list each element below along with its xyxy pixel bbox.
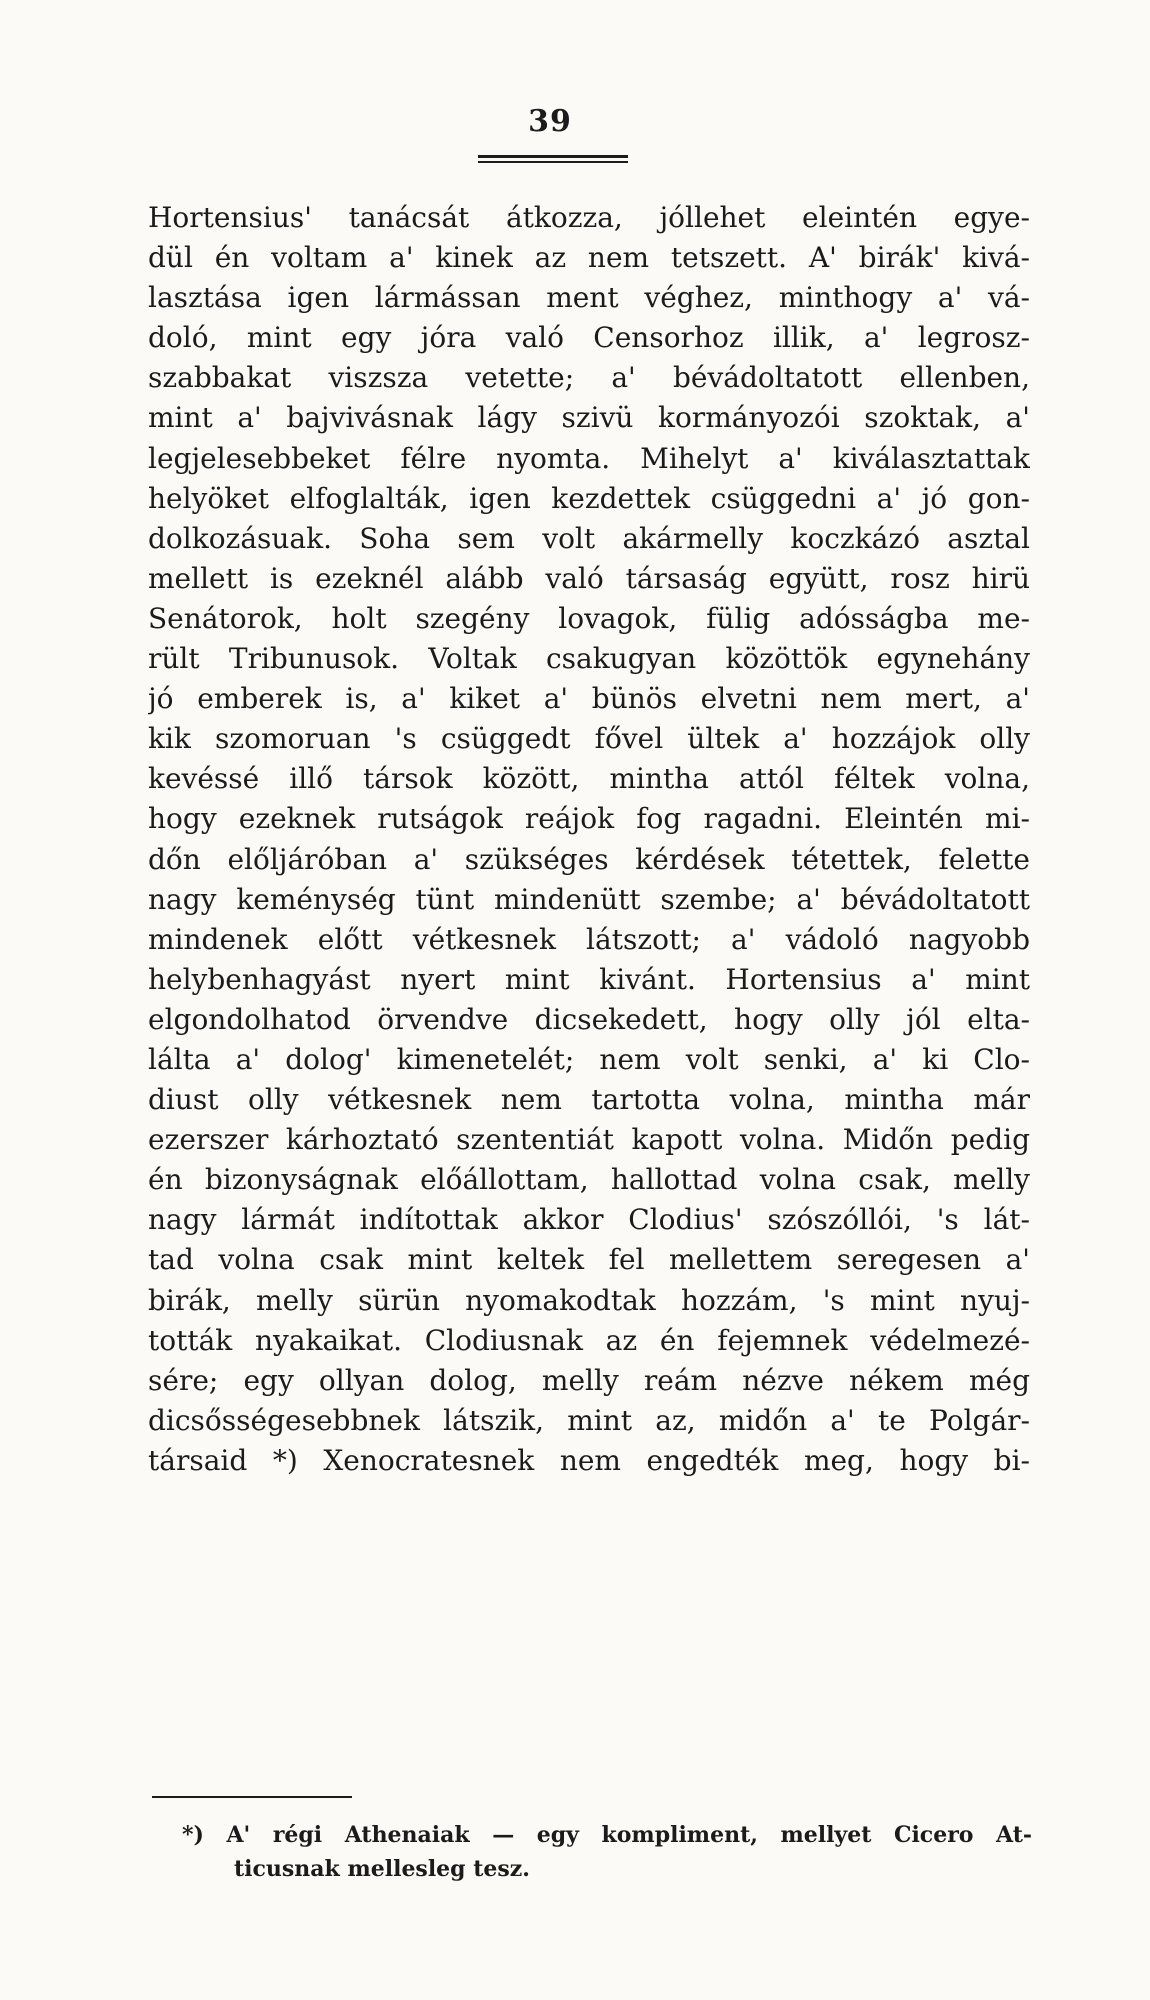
text-line: diust olly vétkesnek nem tartotta volna, mintha már: [148, 1083, 1030, 1117]
text-line: lálta a' dolog' kimenetelét; nem volt senki, a' ki Clo-: [148, 1042, 1030, 1076]
header-rule: [478, 161, 628, 163]
text-line: társaid *) Xenocratesnek nem engedték meg, hogy bi-: [148, 1443, 1030, 1477]
page-number: 39: [528, 104, 572, 139]
text-line: helyöket elfoglalták, igen kezdettek csüggedni a' jó gon-: [148, 481, 1030, 515]
text-line: lasztása igen lármássan ment véghez, minthogy a' vá-: [148, 281, 1030, 315]
text-line: nagy lármát indítottak akkor Clodius' szószóllói, 's lát-: [148, 1203, 1030, 1237]
body-text: [148, 198, 1030, 1481]
text-line: tad volna csak mint keltek fel mellettem seregesen a': [148, 1243, 1030, 1277]
text-line: kevéssé illő társok között, mintha attól féltek volna,: [148, 762, 1030, 796]
text-line: birák, melly sürün nyomakodtak hozzám, 's mint nyuj-: [148, 1283, 1030, 1317]
footnote-line: *) A' régi Athenaiak — egy kompliment, mellyet Cicero At-: [182, 1822, 1032, 1848]
header-rule: [478, 155, 628, 158]
footnote: [182, 1818, 1032, 1886]
footnote-line: ticusnak mellesleg tesz.: [234, 1856, 530, 1882]
text-line: Hortensius' tanácsát átkozza, jóllehet eleintén egye-: [148, 201, 1030, 234]
text-line: helybenhagyást nyert mint kivánt. Hortensius a' mint: [148, 962, 1030, 996]
text-line: sére; egy ollyan dolog, melly reám nézve nékem még: [148, 1363, 1030, 1397]
footnote-rule: [152, 1796, 352, 1798]
text-line: rült Tribunusok. Voltak csakugyan közöttök egynehány: [148, 642, 1030, 676]
text-line: mint a' bajvivásnak lágy szivü kormányozói szoktak, a': [148, 401, 1030, 435]
text-line: mellett is ezeknél alább való társaság együtt, rosz hirü: [148, 561, 1030, 595]
text-line: tották nyakaikat. Clodiusnak az én fejemnek védelmezé-: [148, 1323, 1030, 1357]
text-line: dőn előljáróban a' szükséges kérdések tétettek, felette: [148, 842, 1030, 876]
text-line: legjelesebbeket félre nyomta. Mihelyt a' kiválasztattak: [148, 441, 1030, 475]
text-line: elgondolhatod örvendve dicsekedett, hogy olly jól elta-: [148, 1002, 1030, 1036]
text-line: szabbakat viszsza vetette; a' bévádoltatott ellenben,: [148, 361, 1030, 395]
text-line: dicsősségesebbnek látszik, mint az, midőn a' te Polgár-: [148, 1403, 1030, 1437]
text-line: dül én voltam a' kinek az nem tetszett. A' birák' kivá-: [148, 241, 1030, 275]
text-line: hogy ezeknek rutságok reájok fog ragadni. Eleintén mi-: [148, 802, 1030, 836]
text-line: doló, mint egy jóra való Censorhoz illik, a' legrosz-: [148, 321, 1030, 355]
text-line: jó emberek is, a' kiket a' bünös elvetni nem mert, a': [148, 682, 1030, 716]
text-line: mindenek előtt vétkesnek látszott; a' vádoló nagyobb: [148, 922, 1030, 956]
text-line: ezerszer kárhoztató szententiát kapott volna. Midőn pedig: [148, 1123, 1030, 1157]
text-line: én bizonyságnak előállottam, hallottad volna csak, melly: [148, 1163, 1030, 1197]
text-line: dolkozásuak. Soha sem volt akármelly koczkázó asztal: [148, 521, 1030, 555]
text-line: Senátorok, holt szegény lovagok, fülig adósságba me-: [148, 601, 1030, 635]
text-line: kik szomoruan 's csüggedt fővel ültek a' hozzájok olly: [148, 722, 1030, 756]
text-line: nagy keménység tünt mindenütt szembe; a' bévádoltatott: [148, 882, 1030, 916]
